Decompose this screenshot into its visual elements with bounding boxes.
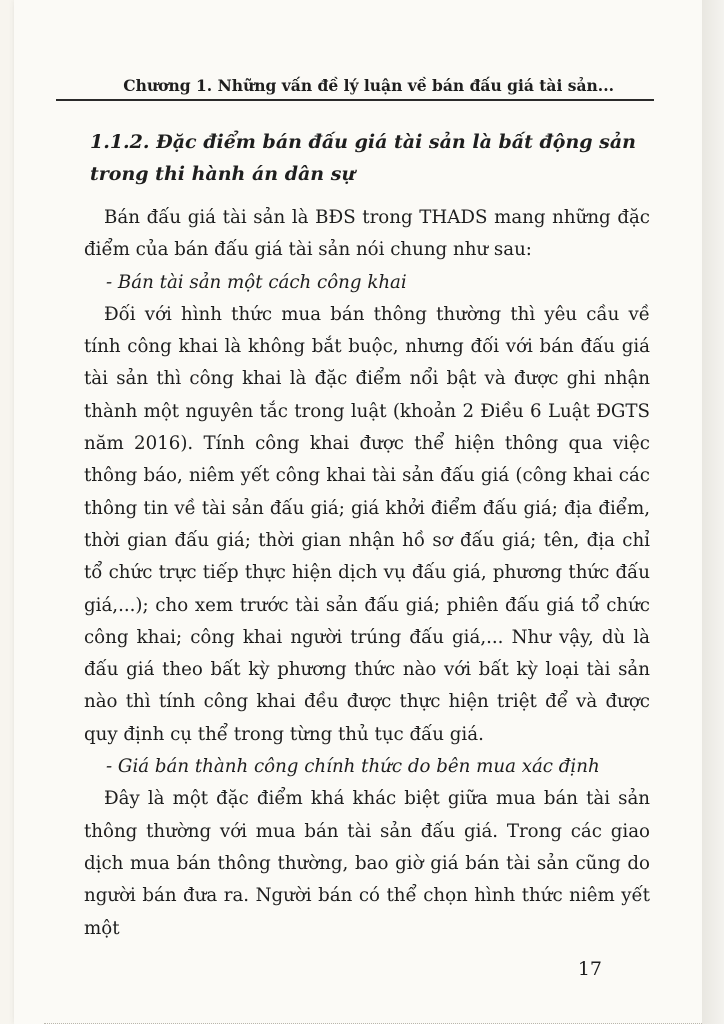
book-page: [14, 0, 702, 1024]
bullet-public-sale: - Bán tài sản một cách công khai: [106, 271, 407, 293]
paragraph-public-sale: Đối với hình thức mua bán thông thường thì yêu cầu về tính công khai là không bắt buộc, nhưng đối với bán đấu giá tài sản thì công khai là đặc điểm nổi bật và được ghi nhận thành một nguyên tắc trong luật (khoản 2 Điều 6 Luật ĐGTS năm 2016). Tính công khai được thể hiện thông qua việc thông báo, niêm yết công khai tài sản đấu giá (công khai các thông tin về tài sản đấu giá; giá khởi điểm đấu giá; địa điểm, thời gian đấu giá; thời gian nhận hồ sơ đấu giá; tên, địa chỉ tổ chức trực tiếp thực hiện dịch vụ đấu giá, phương thức đấu giá,...); cho xem trước tài sản đấu giá; phiên đấu giá tổ chức công khai; công khai người trúng đấu giá,... Như vậy, dù là đấu giá theo bất kỳ phương thức nào với bất kỳ loại tài sản nào thì tính công khai đều được thực hiện triệt để và được quy định cụ thể trong từng thủ tục đấu giá.: [84, 303, 650, 745]
paragraph-buyer-price: Đây là một đặc điểm khá khác biệt giữa mua bán tài sản thông thường với mua bán tài sản đấu giá. Trong các giao dịch mua bán thông thường, bao giờ giá bán tài sản cũng do người bán đưa ra. Người bán có thể chọn hình thức niêm yết một: [84, 788, 650, 939]
intro-paragraph: Bán đấu giá tài sản là BĐS trong THADS mang những đặc điểm của bán đấu giá tài sản nói chung như sau:: [84, 207, 650, 261]
bullet-buyer-price: - Giá bán thành công chính thức do bên mua xác định: [106, 756, 600, 778]
page-number: 17: [577, 958, 602, 980]
section-title: 1.1.2. Đặc điểm bán đấu giá tài sản là bất động sản trong thi hành án dân sự: [90, 131, 636, 185]
bottom-edge: [44, 1019, 704, 1024]
header-rule: [56, 99, 654, 101]
page-content: [84, 126, 650, 945]
adjacent-page-edge: [702, 0, 724, 1024]
running-head: Chương 1. Những vấn đề lý luận về bán đấu giá tài sản...: [123, 76, 614, 95]
